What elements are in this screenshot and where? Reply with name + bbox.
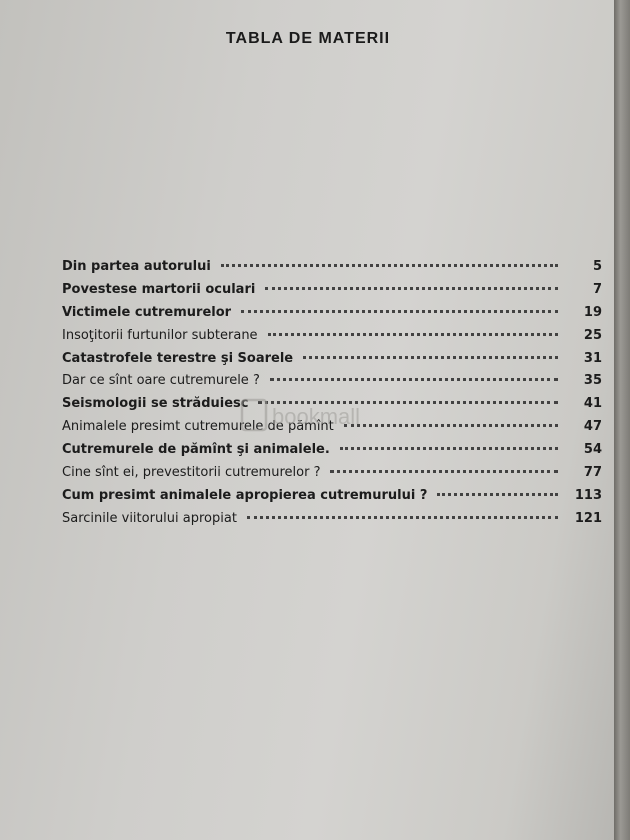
- page-edge: [614, 0, 630, 840]
- dot-leader: [303, 354, 558, 359]
- dot-leader: [270, 376, 558, 381]
- toc-entry-page: 47: [583, 419, 602, 435]
- toc-entry-title: Insoţitorii furtunilor subterane: [62, 327, 258, 343]
- toc-entry: [62, 439, 602, 462]
- toc-entry: [62, 256, 602, 279]
- toc-entry-title: Seismologii se străduiesc: [62, 396, 249, 412]
- toc-entry-title: Din partea autorului: [62, 259, 211, 274]
- toc-entry-page: 54: [583, 442, 602, 458]
- dot-leader: [247, 514, 558, 519]
- toc-entry: [62, 508, 602, 531]
- watermark-text: bookmall: [272, 404, 361, 429]
- page-heading: TABLA DE MATERII: [225, 30, 391, 47]
- toc-entry-page: 7: [592, 281, 602, 297]
- toc-entry-page: 19: [583, 304, 602, 320]
- toc-entry-page: 35: [583, 373, 602, 389]
- toc-entry-page: 77: [583, 465, 602, 481]
- dot-leader: [221, 262, 558, 267]
- dot-leader: [340, 445, 558, 450]
- toc-entry: [62, 348, 602, 371]
- toc-entry-title: Cum presimt animalele apropierea cutremurului ?: [62, 487, 428, 503]
- dot-leader: [330, 468, 558, 473]
- dot-leader: [258, 399, 558, 404]
- dot-leader: [268, 331, 558, 336]
- toc-entry-title: Cutremurele de pămînt şi animalele.: [62, 442, 330, 458]
- toc-entry: [62, 393, 602, 416]
- toc-entry: [62, 302, 602, 325]
- toc-entry: [62, 462, 602, 485]
- table-of-contents: [62, 256, 602, 531]
- dot-leader: [344, 422, 558, 427]
- toc-entry-title: Sarcinile viitorului apropiat: [62, 510, 237, 526]
- toc-entry-page: 41: [583, 396, 602, 412]
- toc-entry-title: Victimele cutremurelor: [62, 304, 232, 320]
- dot-leader: [437, 491, 558, 496]
- toc-entry-page: 25: [583, 327, 602, 343]
- toc-entry-page: 121: [574, 510, 602, 526]
- dot-leader: [241, 308, 558, 313]
- toc-entry-title: Cine sînt ei, prevestitorii cutremurelor ?: [62, 465, 321, 481]
- toc-entry: [62, 279, 602, 302]
- toc-entry-page: 5: [592, 259, 602, 274]
- toc-entry-page: 113: [574, 487, 602, 503]
- dot-leader: [265, 285, 558, 290]
- toc-entry-title: Dar ce sînt oare cutremurele ?: [62, 373, 260, 389]
- toc-entry: [62, 370, 602, 393]
- toc-entry: [62, 485, 602, 508]
- toc-entry-title: Animalele presimt cutremurele de pămînt: [62, 419, 334, 435]
- toc-entry: [62, 416, 602, 439]
- toc-entry-title: Catastrofele terestre şi Soarele: [62, 350, 294, 366]
- toc-entry-title: Povestese martorii oculari: [62, 281, 256, 297]
- toc-entry-page: 31: [583, 350, 602, 366]
- toc-entry: [62, 325, 602, 348]
